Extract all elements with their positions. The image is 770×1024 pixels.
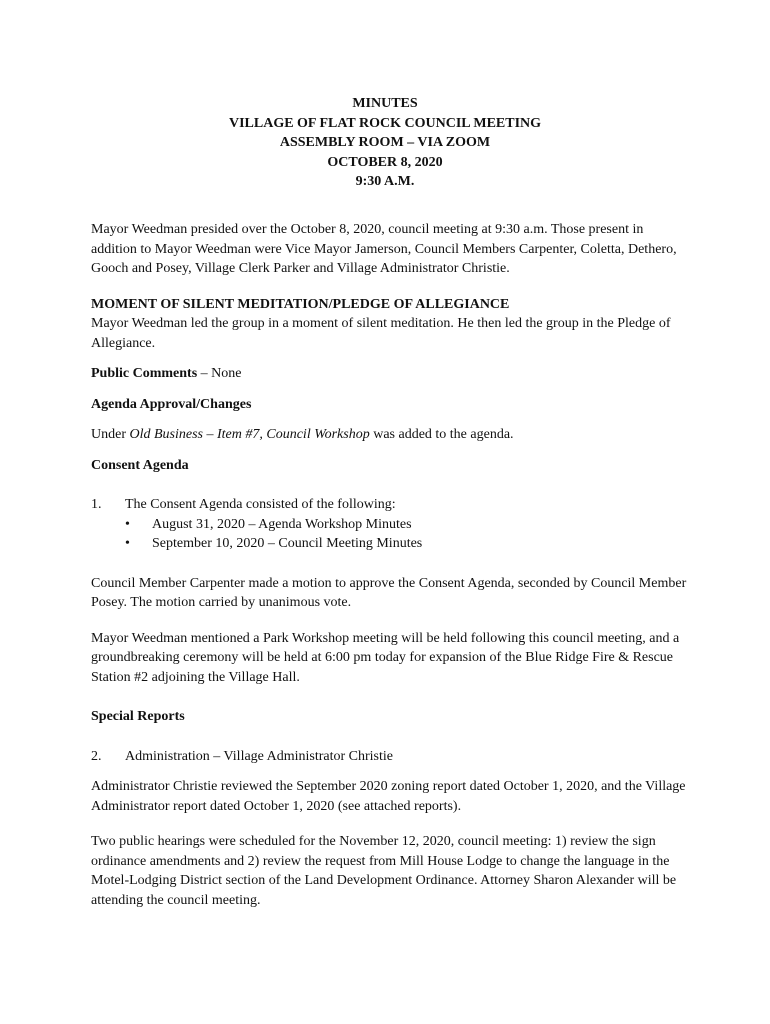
- consent-item-number: 1.: [91, 497, 102, 512]
- meditation-heading: MOMENT OF SILENT MEDITATION/PLEDGE OF ALLEGIANCE: [91, 296, 510, 312]
- consent-heading: Consent Agenda: [91, 457, 189, 473]
- agenda-suffix: was added to the agenda.: [369, 427, 514, 442]
- intro-paragraph: Mayor Weedman presided over the October 8, 2020, council meeting at 9:30 a.m. Those present in addition to Mayor Weedman were Vice Mayor Jamerson, Council Members Carpenter, Coletta, Dethero, Gooch and Posey, Village Clerk Parker and Village Administrator Christie.: [91, 222, 677, 276]
- consent-bullet-text: August 31, 2020 – Agenda Workshop Minutes: [152, 516, 412, 532]
- agenda-italic-item: Old Business – Item #7, Council Workshop: [129, 427, 370, 442]
- header-location: ASSEMBLY ROOM – VIA ZOOM: [279, 135, 491, 150]
- list-item: [125, 515, 691, 535]
- public-comments-label: Public Comments: [91, 366, 198, 381]
- consent-bullet-list: [91, 515, 691, 554]
- public-hearings-paragraph: Two public hearings were scheduled for the November 12, 2020, council meeting: 1) review the sign ordinance amendments and 2) review the request from Mill House Lodge to change the language in the Motel-Lodging District section of the Land Development Ordinance. Attorney Sharon Alexander will be attending the council meeting.: [91, 834, 677, 908]
- agenda-paragraph: [91, 425, 691, 445]
- consent-item-text: The Consent Agenda consisted of the following:: [125, 497, 396, 512]
- special-item-text: Administration – Village Administrator Christie: [125, 748, 393, 764]
- special-item: [91, 747, 691, 767]
- document-body: [91, 220, 691, 910]
- document-header: [0, 94, 770, 192]
- consent-motion-paragraph: Council Member Carpenter made a motion to approve the Consent Agenda, seconded by Council Member Posey. The motion carried by unanimous vote.: [91, 575, 687, 610]
- meditation-paragraph: Mayor Weedman led the group in a moment of silent meditation. He then led the group in the Pledge of Allegiance.: [91, 316, 671, 351]
- bullet-icon: •: [125, 516, 130, 532]
- agenda-prefix: Under: [91, 427, 130, 442]
- consent-bullet-text: September 10, 2020 – Council Meeting Minutes: [152, 536, 423, 551]
- header-time: 9:30 A.M.: [355, 174, 415, 189]
- list-item: [125, 534, 691, 554]
- park-workshop-paragraph: Mayor Weedman mentioned a Park Workshop meeting will be held following this council meeting, and a groundbreaking ceremony will be held at 6:00 pm today for expansion of the Blue Ridge Fire & Rescue Station #2 adjoining the Village Hall.: [91, 630, 680, 685]
- header-title: MINUTES: [352, 96, 418, 111]
- special-item-number: 2.: [91, 748, 102, 764]
- header-date: OCTOBER 8, 2020: [327, 154, 443, 170]
- header-meeting-name: VILLAGE OF FLAT ROCK COUNCIL MEETING: [228, 115, 542, 131]
- bullet-icon: •: [125, 536, 130, 551]
- admin-report-paragraph: Administrator Christie reviewed the September 2020 zoning report dated October 1, 2020, and the Village Administrator report dated October 1, 2020 (see attached reports).: [91, 779, 686, 814]
- consent-item: [91, 495, 691, 515]
- public-comments-line: [91, 364, 691, 384]
- agenda-heading: Agenda Approval/Changes: [91, 396, 252, 412]
- special-reports-heading: Special Reports: [91, 709, 185, 724]
- public-comments-value: – None: [197, 366, 242, 381]
